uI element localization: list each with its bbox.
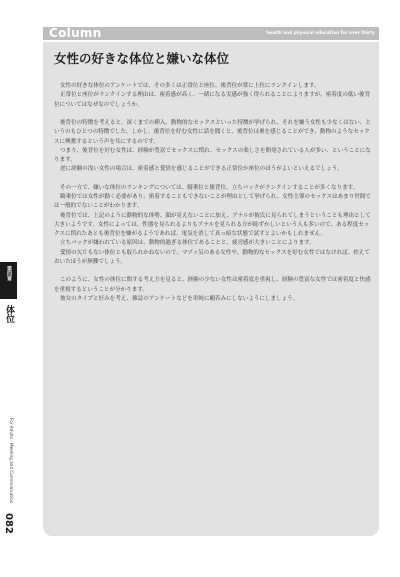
article-paragraph: 彼女のタイプと好みを考え、雑誌のアンケートなどを単純に鵜呑みにしないようにしましょう。 (60, 295, 299, 302)
article-paragraph: このように、女性の体位に関する考え方を見ると、経験の少ない女性は密着度を重視し、経験の豊富な女性では密着度と快感を重視するということが分かります。 (54, 277, 371, 293)
chapter-tab (0, 262, 17, 299)
article-paragraph: 愛情の欠片もない体位とも取られかねないので、マゾッ気のある女性や、動物的なセックスを好む女性ではなければ、控えておいたほうが無難でしょう。 (54, 249, 370, 265)
article-paragraph: 正常位と座位がランクインする理由は、密着感が高く、一緒になる実感が強く得られることによりますが、密着度の低い後背位についてはなぜなのでしょうか。 (54, 92, 371, 108)
chapter-tab-label: 第四章 (6, 266, 12, 281)
column-header-bar (43, 27, 379, 40)
chapter-title: 体位 (4, 305, 14, 323)
column-label: Column (49, 26, 102, 40)
column-subtitle: health and physical education for over thirty (266, 31, 375, 36)
page-number: 082 (3, 513, 14, 534)
article-paragraph: 立ちバックが嫌われている原因は、動物的過ぎる体位であることと、疲労感が大きいことによります。 (60, 240, 315, 247)
article-paragraph: 逆に経験の浅い女性の場合は、密着感と愛情を感じることができる正常位か座位のほうがよいといえるでしょう。 (60, 166, 343, 173)
article-title: 女性の好きな体位と嫌いな体位 (54, 51, 230, 66)
article-body (54, 82, 371, 304)
footer-series-text: For Adults · Meeting and Communication (9, 418, 14, 504)
article-paragraph: つまり、後背位を好む女性は、経験が豊富でセックスに慣れ、セックスの楽しさを開発されている人が多い、ということになります。 (54, 147, 371, 163)
article-paragraph: 女性の好きな体位のアンケートでは、その多くは正常位と座位、後背位が常に上位にランクインします。 (60, 83, 320, 89)
article-paragraph: 後背位では、上記のように動物的な体勢、顔が見えないことに加え、アナルが彼氏に見られてしまうということも理由として大きいようです。女性によっては、性器を見られるよりもアナルを見られる方が恥ずかしいという人も多いので、ある程度セックスに慣れたあとも後背位を嫌がるようであれば、電気を消して真っ暗な状態で試すとよいかもしれません。 (54, 212, 371, 237)
article-paragraph: 騎乗位では女性が動く必要があり、密着することもできないことが理由として挙げられ、女性主導のセックスはあまり世間では一般的でないことがわかります。 (54, 194, 371, 210)
article-paragraph: その一方で、嫌いな体位のランキングについては、騎乗位と後背位、立ちバックがランクインすることが多くなります。 (60, 184, 359, 191)
article-paragraph: 後背位の特徴を考えると、深くまでの挿入、動物的なセックスといった特徴が挙げられ、それを嫌う女性も少なくはない、というのもひとつの特徴でした。しかし、後背位を好む女性に話を聞くと、後背位は奥を感じることができ、動物のようなセックスに興奮するという声を耳にするのです。 (54, 120, 371, 145)
